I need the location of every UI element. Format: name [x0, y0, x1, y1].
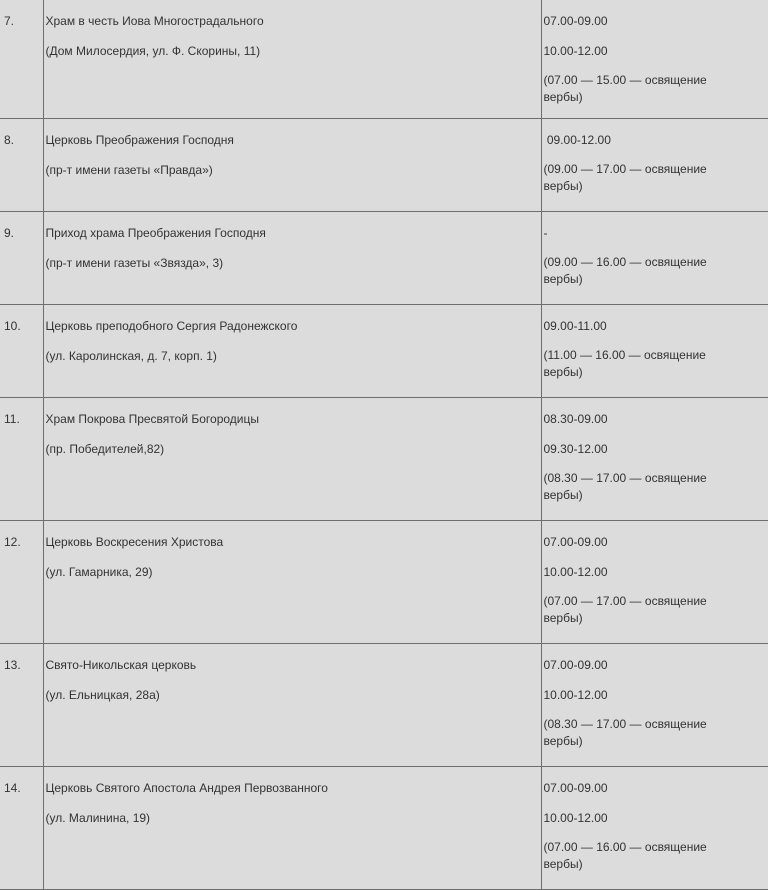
service-time: 10.00-12.00 [544, 809, 768, 827]
blessing-time: (08.30 — 17.00 — освящение вербы) [544, 716, 729, 750]
church-cell [43, 0, 541, 119]
service-time: 07.00-09.00 [544, 12, 768, 30]
table-row [0, 212, 768, 305]
row-number-text: 13. [4, 656, 43, 674]
service-time: 09.00-11.00 [544, 317, 768, 335]
service-time: - [544, 224, 768, 242]
table-row [0, 0, 768, 119]
blessing-time: (11.00 — 16.00 — освящение вербы) [544, 347, 729, 381]
church-address: (пр-т имени газеты «Звязда», 3) [46, 254, 541, 272]
church-cell [43, 119, 541, 212]
church-name: Церковь Воскресения Христова [46, 533, 541, 551]
service-time: 07.00-09.00 [544, 779, 768, 797]
row-number [0, 305, 43, 398]
church-name: Свято-Никольская церковь [46, 656, 541, 674]
schedule-cell [541, 644, 768, 767]
service-time: 10.00-12.00 [544, 686, 768, 704]
row-number [0, 398, 43, 521]
church-name: Храм Покрова Пресвятой Богородицы [46, 410, 541, 428]
schedule-cell [541, 0, 768, 119]
row-number-text: 9. [4, 224, 43, 242]
church-address: (Дом Милосердия, ул. Ф. Скорины, 11) [46, 42, 541, 60]
table-row [0, 767, 768, 890]
church-name: Церковь Преображения Господня [46, 131, 541, 149]
church-address: (пр. Победителей,82) [46, 440, 541, 458]
church-cell [43, 398, 541, 521]
service-time: 10.00-12.00 [544, 563, 768, 581]
blessing-time: (07.00 — 16.00 — освящение вербы) [544, 839, 729, 873]
table-row [0, 119, 768, 212]
blessing-time: (09.00 — 16.00 — освящение вербы) [544, 254, 729, 288]
church-address: (ул. Каролинская, д. 7, корп. 1) [46, 347, 541, 365]
schedule-cell [541, 521, 768, 644]
service-time: 08.30-09.00 [544, 410, 768, 428]
row-number-text: 12. [4, 533, 43, 551]
church-cell [43, 644, 541, 767]
church-address: (ул. Ельницкая, 28а) [46, 686, 541, 704]
table-row [0, 644, 768, 767]
church-name: Приход храма Преображения Господня [46, 224, 541, 242]
table-row [0, 305, 768, 398]
church-address: (ул. Гамарника, 29) [46, 563, 541, 581]
blessing-time: (09.00 — 17.00 — освящение вербы) [544, 161, 729, 195]
row-number [0, 119, 43, 212]
schedule-cell [541, 119, 768, 212]
church-address: (пр-т имени газеты «Правда») [46, 161, 541, 179]
church-cell [43, 305, 541, 398]
row-number-text: 7. [4, 12, 43, 30]
row-number-text: 10. [4, 317, 43, 335]
service-time: 10.00-12.00 [544, 42, 768, 60]
blessing-time: (07.00 — 17.00 — освящение вербы) [544, 593, 729, 627]
row-number-text: 11. [4, 410, 43, 428]
schedule-cell [541, 212, 768, 305]
church-name: Церковь Святого Апостола Андрея Первозванного [46, 779, 541, 797]
blessing-time: (08.30 — 17.00 — освящение вербы) [544, 470, 729, 504]
row-number-text: 14. [4, 779, 43, 797]
service-time: 07.00-09.00 [544, 656, 768, 674]
row-number [0, 644, 43, 767]
row-number [0, 212, 43, 305]
schedule-cell [541, 398, 768, 521]
service-time: 09.30-12.00 [544, 440, 768, 458]
row-number [0, 0, 43, 119]
church-address: (ул. Малинина, 19) [46, 809, 541, 827]
church-cell [43, 521, 541, 644]
schedule-cell [541, 767, 768, 890]
church-cell [43, 767, 541, 890]
service-time: 07.00-09.00 [544, 533, 768, 551]
row-number-text: 8. [4, 131, 43, 149]
table-row [0, 398, 768, 521]
church-cell [43, 212, 541, 305]
church-name: Церковь преподобного Сергия Радонежского [46, 317, 541, 335]
service-time: 09.00-12.00 [544, 131, 768, 149]
row-number [0, 767, 43, 890]
blessing-time: (07.00 — 15.00 — освящение вербы) [544, 72, 729, 106]
table-row [0, 521, 768, 644]
row-number [0, 521, 43, 644]
church-name: Храм в честь Иова Многострадального [46, 12, 541, 30]
schedule-cell [541, 305, 768, 398]
